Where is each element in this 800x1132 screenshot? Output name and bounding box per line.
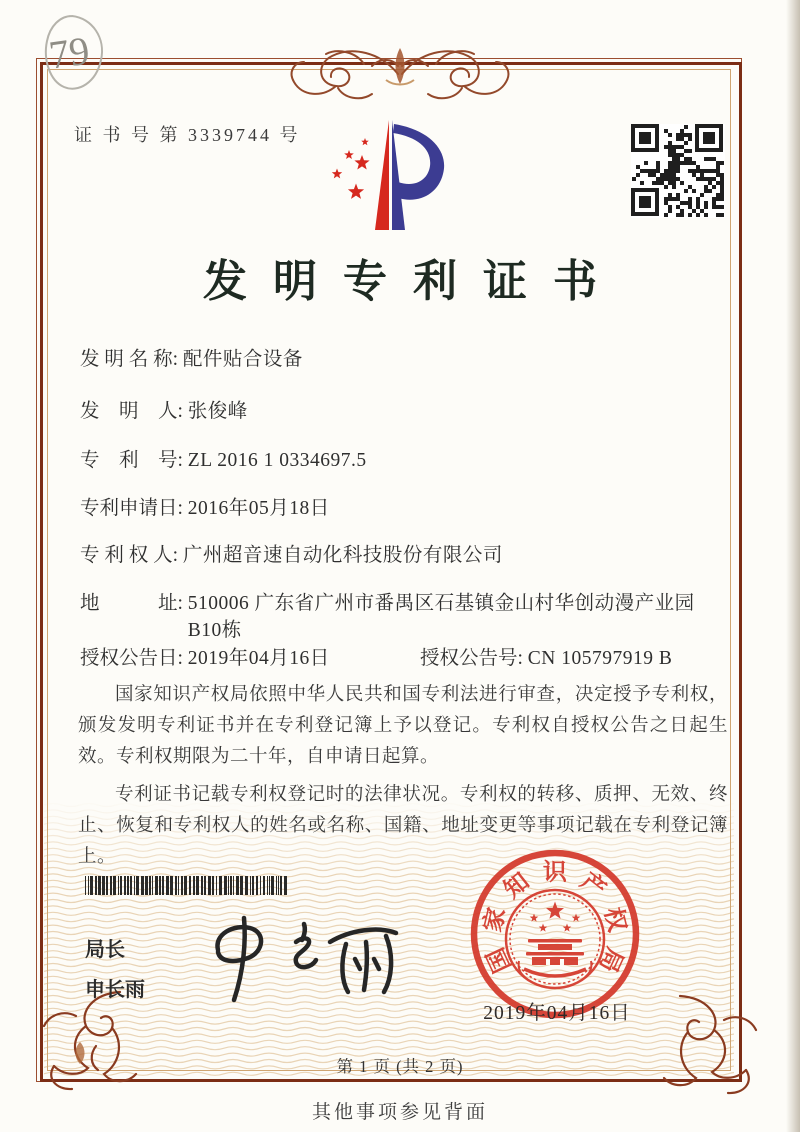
officer-block [85, 933, 145, 1013]
pencil-number: 79 [46, 27, 93, 78]
scan-edge-shadow [786, 0, 800, 1132]
field-value: ZL 2016 1 0334697.5 [187, 450, 367, 471]
field-row-address [80, 590, 723, 644]
field-value: CN 105797919 B [527, 648, 673, 669]
field-row-grant-date [80, 645, 330, 672]
seal-date: 2019年04月16日 [483, 1003, 631, 1024]
field-value: 配件贴合设备 [182, 349, 303, 370]
field-value: 2016年05月18日 [187, 498, 330, 519]
field-label: 发 明 人: [80, 401, 188, 422]
signature [200, 912, 405, 1010]
svg-text:家: 家 [480, 905, 512, 935]
certificate-number: 证 书 号 第 3339744 号 [74, 125, 301, 145]
officer-name: 申长雨 [85, 979, 145, 1001]
field-value: 2019年04月16日 [187, 648, 330, 669]
field-label: 授权公告日: [80, 648, 188, 669]
svg-text:产: 产 [575, 868, 611, 904]
top-flourish-ornament [268, 36, 532, 106]
field-label: 地 址: [80, 593, 188, 614]
back-note: 其他事项参见背面 [311, 1102, 488, 1123]
field-row-inventor [80, 398, 248, 425]
svg-text:局: 局 [593, 943, 628, 976]
field-row-patentee [80, 542, 503, 569]
field-value: 510006 广东省广州市番禺区石基镇金山村华创动漫产业园B10栋 [187, 593, 695, 641]
officer-title: 局长 [85, 939, 125, 961]
field-label: 发 明 名 称: [80, 349, 183, 370]
barcode [85, 876, 291, 895]
svg-text:权: 权 [598, 905, 630, 935]
svg-text:国: 国 [482, 943, 517, 977]
field-row-grant-number [420, 645, 672, 672]
field-row-invention-name [80, 346, 303, 373]
national-emblem [506, 890, 604, 988]
field-label: 专 利 权 人: [80, 545, 183, 566]
field-value: 广州超音速自动化科技股份有限公司 [182, 545, 503, 566]
corner-flourish-bottom-right [655, 990, 780, 1102]
legal-paragraph-1: 国家知识产权局依照中华人民共和国专利法进行审查，决定授予专利权，颁发发明专利证书并在专利登记簿上予以登记。专利权自授权公告之日起生效。专利权期限为二十年，自申请日起算。 [78, 685, 728, 767]
page-number: 第 1 页 (共 2 页) [336, 1057, 464, 1076]
svg-text:知: 知 [499, 868, 535, 904]
qr-code [631, 124, 725, 218]
field-label: 专利申请日: [80, 498, 188, 519]
svg-text:识: 识 [542, 859, 567, 887]
cnipa-logo-icon [323, 110, 478, 242]
field-label: 专 利 号: [80, 450, 188, 471]
field-value: 张俊峰 [187, 401, 248, 422]
certificate-title: 发明专利证书 [203, 257, 623, 306]
field-label: 授权公告号: [420, 648, 528, 669]
field-row-patent-number [80, 447, 367, 474]
pencil-annotation [24, 8, 116, 94]
field-row-filing-date [80, 495, 330, 522]
legal-paragraph-2: 专利证书记载专利权登记时的法律状况。专利权的转移、质押、无效、终止、恢复和专利权人的姓名或名称、国籍、地址变更等事项记载在专利登记簿上。 [78, 785, 728, 867]
